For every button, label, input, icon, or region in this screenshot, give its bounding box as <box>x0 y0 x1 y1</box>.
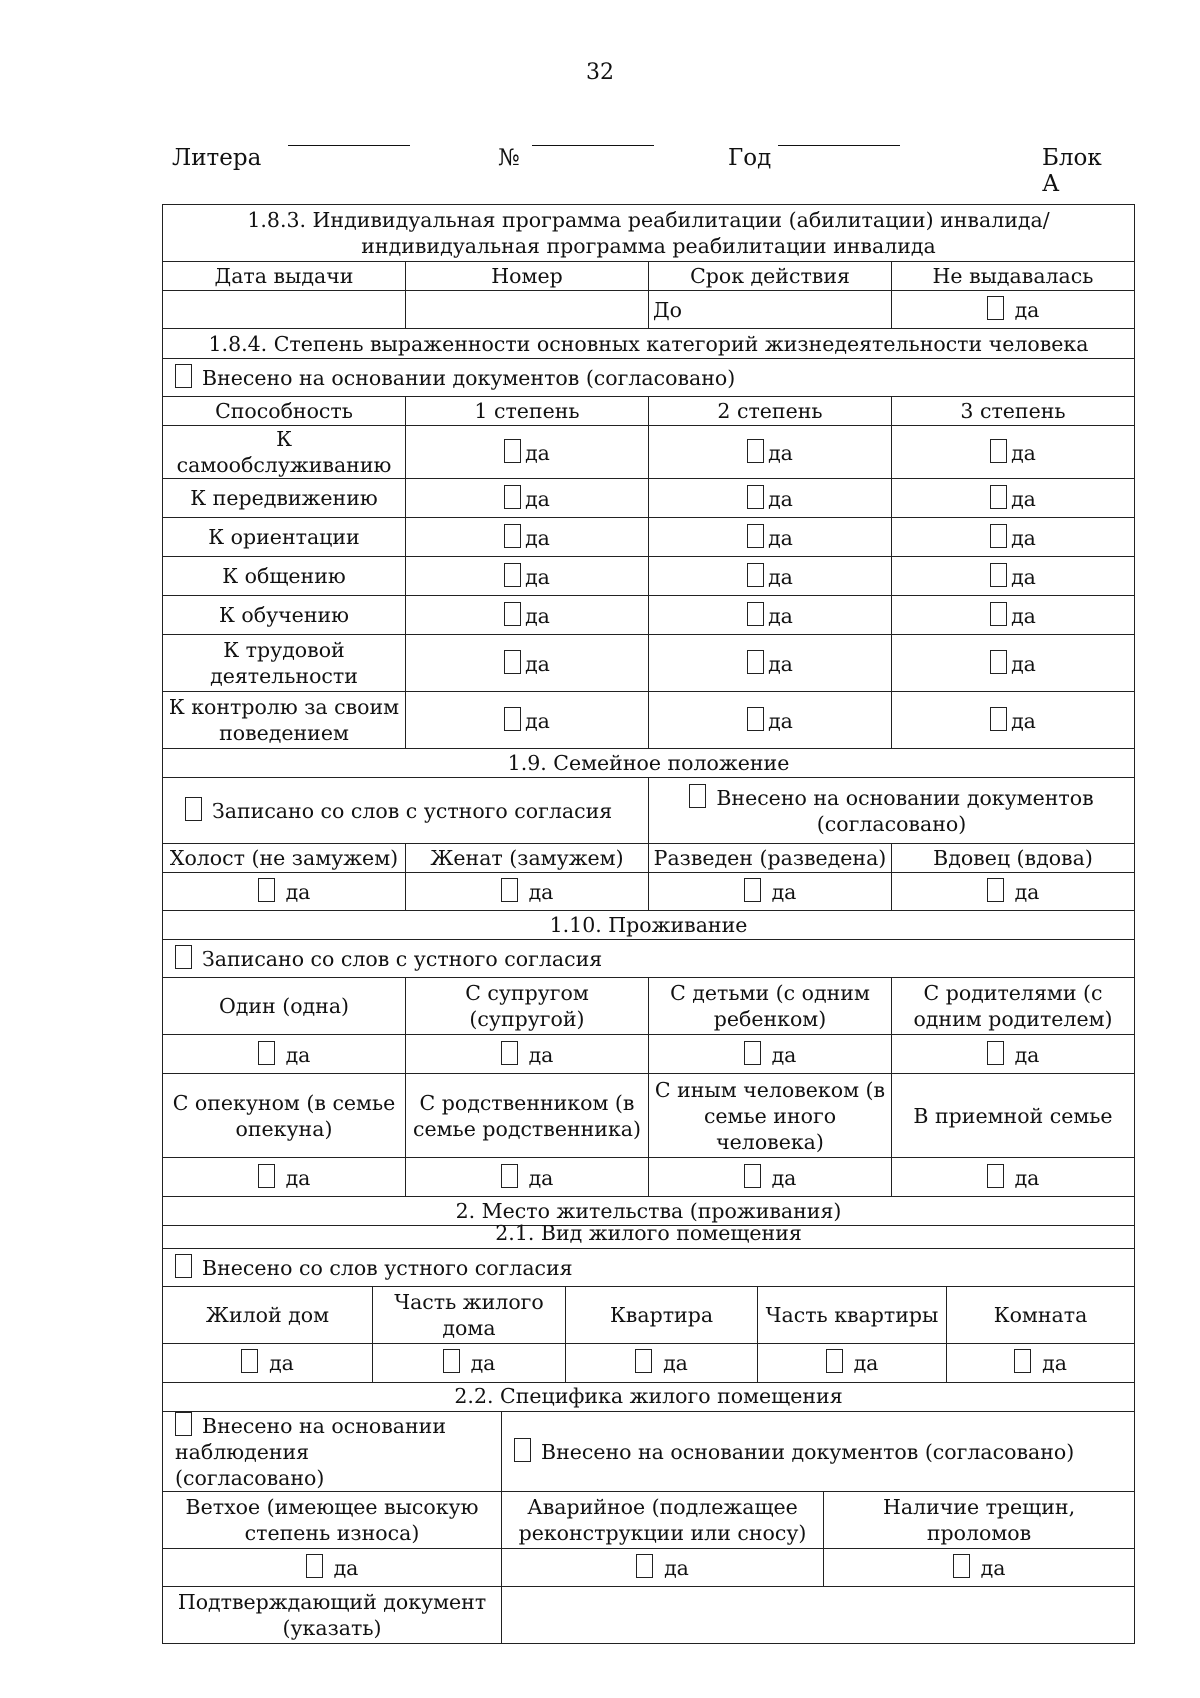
checkbox[interactable] <box>306 1554 323 1578</box>
yes-label: да <box>663 1351 688 1375</box>
yes-label: да <box>528 1165 554 1190</box>
column-header: 3 степень <box>892 397 1135 426</box>
checkbox[interactable] <box>504 602 521 626</box>
ability-label: К ориентации <box>163 518 406 557</box>
ability-label: К контролю за своим поведением <box>163 692 406 749</box>
yes-label: да <box>525 603 550 628</box>
option-label: С опекуном (в семье опекуна) <box>163 1074 406 1158</box>
issue-date-field[interactable] <box>163 291 406 329</box>
number-field[interactable] <box>532 145 654 146</box>
checkbox[interactable] <box>744 878 761 902</box>
ability-label: К передвижению <box>163 479 406 518</box>
yes-label: да <box>768 603 793 628</box>
yes-label: да <box>768 708 793 733</box>
form-table-housing-type <box>162 1219 1135 1383</box>
checkbox[interactable] <box>990 485 1007 509</box>
checkbox[interactable] <box>636 1554 653 1578</box>
block-label: Блок А <box>1042 145 1102 197</box>
confirming-doc-label: Подтверждающий документ (указать) <box>163 1586 502 1643</box>
docs-cell <box>649 778 1135 844</box>
section-title: 1.10. Проживание <box>163 911 1135 940</box>
column-header: Способность <box>163 397 406 426</box>
yes-label: да <box>768 651 793 676</box>
observation-cell <box>163 1411 502 1491</box>
form-table-main <box>162 204 1135 1226</box>
yes-label: да <box>525 651 550 676</box>
ability-label: К самообслуживанию <box>163 426 406 479</box>
checkbox[interactable] <box>747 650 764 674</box>
yes-label: да <box>1011 564 1036 589</box>
column-header: Дата выдачи <box>163 262 406 291</box>
section-title: 1.8.4. Степень выраженности основных категорий жизнедеятельности человека <box>163 329 1135 359</box>
yes-label: да <box>285 1165 311 1190</box>
ability-label: К трудовой деятельности <box>163 635 406 692</box>
ability-label: К общению <box>163 557 406 596</box>
checkbox[interactable] <box>175 1254 192 1278</box>
checkbox[interactable] <box>990 563 1007 587</box>
option-label: В приемной семье <box>892 1074 1135 1158</box>
yes-label: да <box>771 1165 797 1190</box>
yes-label: да <box>285 880 311 904</box>
checkbox[interactable] <box>258 1041 275 1065</box>
yes-label: да <box>1042 1351 1067 1375</box>
checkbox[interactable] <box>990 602 1007 626</box>
option-label: Аварийное (подлежащее реконструкции или сносу) <box>502 1491 824 1548</box>
checkbox[interactable] <box>185 797 202 821</box>
oral-consent-cell <box>163 778 649 844</box>
checkbox[interactable] <box>987 296 1004 320</box>
yes-label: да <box>470 1351 496 1375</box>
option-label: Комната <box>947 1286 1135 1343</box>
checkbox[interactable] <box>241 1349 258 1373</box>
column-header: Срок действия <box>649 262 892 291</box>
based-on-docs-label: Внесено на основании документов (согласовано) <box>541 1439 1075 1464</box>
checkbox[interactable] <box>987 878 1004 902</box>
option-label: Один (одна) <box>163 978 406 1035</box>
option-label: С супругом (супругой) <box>406 978 649 1035</box>
checkbox[interactable] <box>744 1041 761 1065</box>
yes-label: да <box>771 1042 797 1067</box>
checkbox[interactable] <box>747 524 764 548</box>
option-label: С родителями (с одним родителем) <box>892 978 1135 1035</box>
checkbox[interactable] <box>501 878 518 902</box>
checkbox[interactable] <box>501 1164 518 1188</box>
column-header: Не выдавалась <box>892 262 1135 291</box>
yes-label: да <box>1011 651 1036 676</box>
checkbox[interactable] <box>443 1349 460 1373</box>
checkbox[interactable] <box>990 524 1007 548</box>
column-header: Номер <box>406 262 649 291</box>
yes-label: да <box>768 440 793 465</box>
checkbox[interactable] <box>175 364 192 388</box>
based-on-docs-label: Внесено на основании документов (согласовано) <box>716 786 1094 836</box>
litera-label: Литера <box>172 145 262 171</box>
form-header <box>172 145 1122 197</box>
checkbox[interactable] <box>747 707 764 731</box>
page-number: 32 <box>586 60 614 85</box>
yes-label: да <box>525 486 550 511</box>
checkbox[interactable] <box>689 784 706 808</box>
checkbox[interactable] <box>747 485 764 509</box>
checkbox[interactable] <box>258 1164 275 1188</box>
checkbox[interactable] <box>747 602 764 626</box>
yes-label: да <box>1011 525 1036 550</box>
column-header: 1 степень <box>406 397 649 426</box>
checkbox[interactable] <box>504 439 521 463</box>
ability-label: К обучению <box>163 596 406 635</box>
option-label: Часть жилого дома <box>373 1286 566 1343</box>
option-label: С иным человеком (в семье иного человека) <box>649 1074 892 1158</box>
oral-consent-label: Записано со слов с устного согласия <box>212 799 613 823</box>
yes-label: да <box>525 525 550 550</box>
year-field[interactable] <box>778 145 900 146</box>
docs-row <box>163 359 1135 397</box>
checkbox[interactable] <box>990 650 1007 674</box>
option-label: Квартира <box>566 1286 758 1343</box>
based-on-docs-label: Внесено на основании документов (согласовано) <box>202 366 736 390</box>
option-label: С детьми (с одним ребенком) <box>649 978 892 1035</box>
checkbox[interactable] <box>175 1412 192 1436</box>
checkbox[interactable] <box>987 1041 1004 1065</box>
yes-label: да <box>528 1042 554 1067</box>
option-label: Вдовец (вдова) <box>892 844 1135 873</box>
section-title: 2.1. Вид жилого помещения <box>163 1219 1135 1248</box>
checkbox[interactable] <box>826 1349 843 1373</box>
yes-label: да <box>768 564 793 589</box>
yes-label: да <box>528 880 554 904</box>
yes-label: да <box>1014 298 1040 322</box>
yes-label: да <box>269 1351 294 1375</box>
yes-label: да <box>1011 603 1036 628</box>
confirming-doc-field[interactable] <box>502 1586 1135 1643</box>
checkbox[interactable] <box>747 563 764 587</box>
validity-field[interactable] <box>649 291 892 329</box>
number-label: № <box>498 145 520 171</box>
based-on-observation-label: Внесено на основании наблюдения (согласовано) <box>175 1413 446 1490</box>
form-table-housing-specifics <box>162 1382 1135 1644</box>
column-header: 2 степень <box>649 397 892 426</box>
option-label: С родственником (в семье родственника) <box>406 1074 649 1158</box>
option-label: Наличие трещин, проломов <box>824 1491 1135 1548</box>
number-field[interactable] <box>406 291 649 329</box>
section-title: 2. Место жительства (проживания) <box>163 1197 1135 1226</box>
option-label: Жилой дом <box>163 1286 373 1343</box>
checkbox[interactable] <box>744 1164 761 1188</box>
checkbox[interactable] <box>747 439 764 463</box>
yes-label: да <box>525 564 550 589</box>
yes-label: да <box>333 1555 359 1580</box>
yes-label: да <box>525 440 550 465</box>
option-label: Ветхое (имеющее высокую степень износа) <box>163 1491 502 1548</box>
checkbox[interactable] <box>514 1438 531 1462</box>
oral-consent-row <box>163 940 1135 978</box>
until-label: До <box>653 297 683 322</box>
checkbox[interactable] <box>987 1164 1004 1188</box>
yes-label: да <box>1014 1165 1040 1190</box>
section-title: 1.9. Семейное положение <box>163 749 1135 778</box>
checkbox[interactable] <box>990 707 1007 731</box>
year-label: Год <box>728 145 772 171</box>
oral-consent-label: Внесено со слов устного согласия <box>202 1255 573 1280</box>
yes-label: да <box>980 1555 1006 1580</box>
option-label: Часть квартиры <box>758 1286 947 1343</box>
checkbox[interactable] <box>504 650 521 674</box>
checkbox[interactable] <box>504 707 521 731</box>
yes-label: да <box>853 1351 879 1375</box>
option-label: Холост (не замужем) <box>163 844 406 873</box>
yes-label: да <box>771 880 797 904</box>
option-label: Разведен (разведена) <box>649 844 892 873</box>
checkbox[interactable] <box>635 1349 652 1373</box>
checkbox[interactable] <box>504 563 521 587</box>
section-title: 2.2. Специфика жилого помещения <box>163 1382 1135 1411</box>
checkbox[interactable] <box>953 1554 970 1578</box>
litera-field[interactable] <box>288 145 410 146</box>
option-label: Женат (замужем) <box>406 844 649 873</box>
yes-label: да <box>285 1042 311 1067</box>
checkbox[interactable] <box>504 524 521 548</box>
yes-label: да <box>1014 880 1040 904</box>
yes-label: да <box>1011 708 1036 733</box>
yes-label: да <box>1011 440 1036 465</box>
oral-consent-label: Записано со слов с устного согласия <box>202 947 603 971</box>
checkbox[interactable] <box>1014 1349 1031 1373</box>
oral-consent-row <box>163 1248 1135 1286</box>
yes-label: да <box>768 486 793 511</box>
not-issued-cell <box>892 291 1135 329</box>
yes-label: да <box>664 1555 689 1580</box>
checkbox[interactable] <box>175 945 192 969</box>
yes-label: да <box>768 525 793 550</box>
docs-cell <box>502 1411 1135 1491</box>
yes-label: да <box>525 708 550 733</box>
section-title: 1.8.3. Индивидуальная программа реабилитации (абилитации) инвалида/ индивидуальная программа реабилитации инвалида <box>163 205 1135 262</box>
yes-label: да <box>1014 1042 1040 1067</box>
yes-label: да <box>1011 486 1036 511</box>
checkbox[interactable] <box>258 878 275 902</box>
checkbox[interactable] <box>504 485 521 509</box>
checkbox[interactable] <box>990 439 1007 463</box>
checkbox[interactable] <box>501 1041 518 1065</box>
